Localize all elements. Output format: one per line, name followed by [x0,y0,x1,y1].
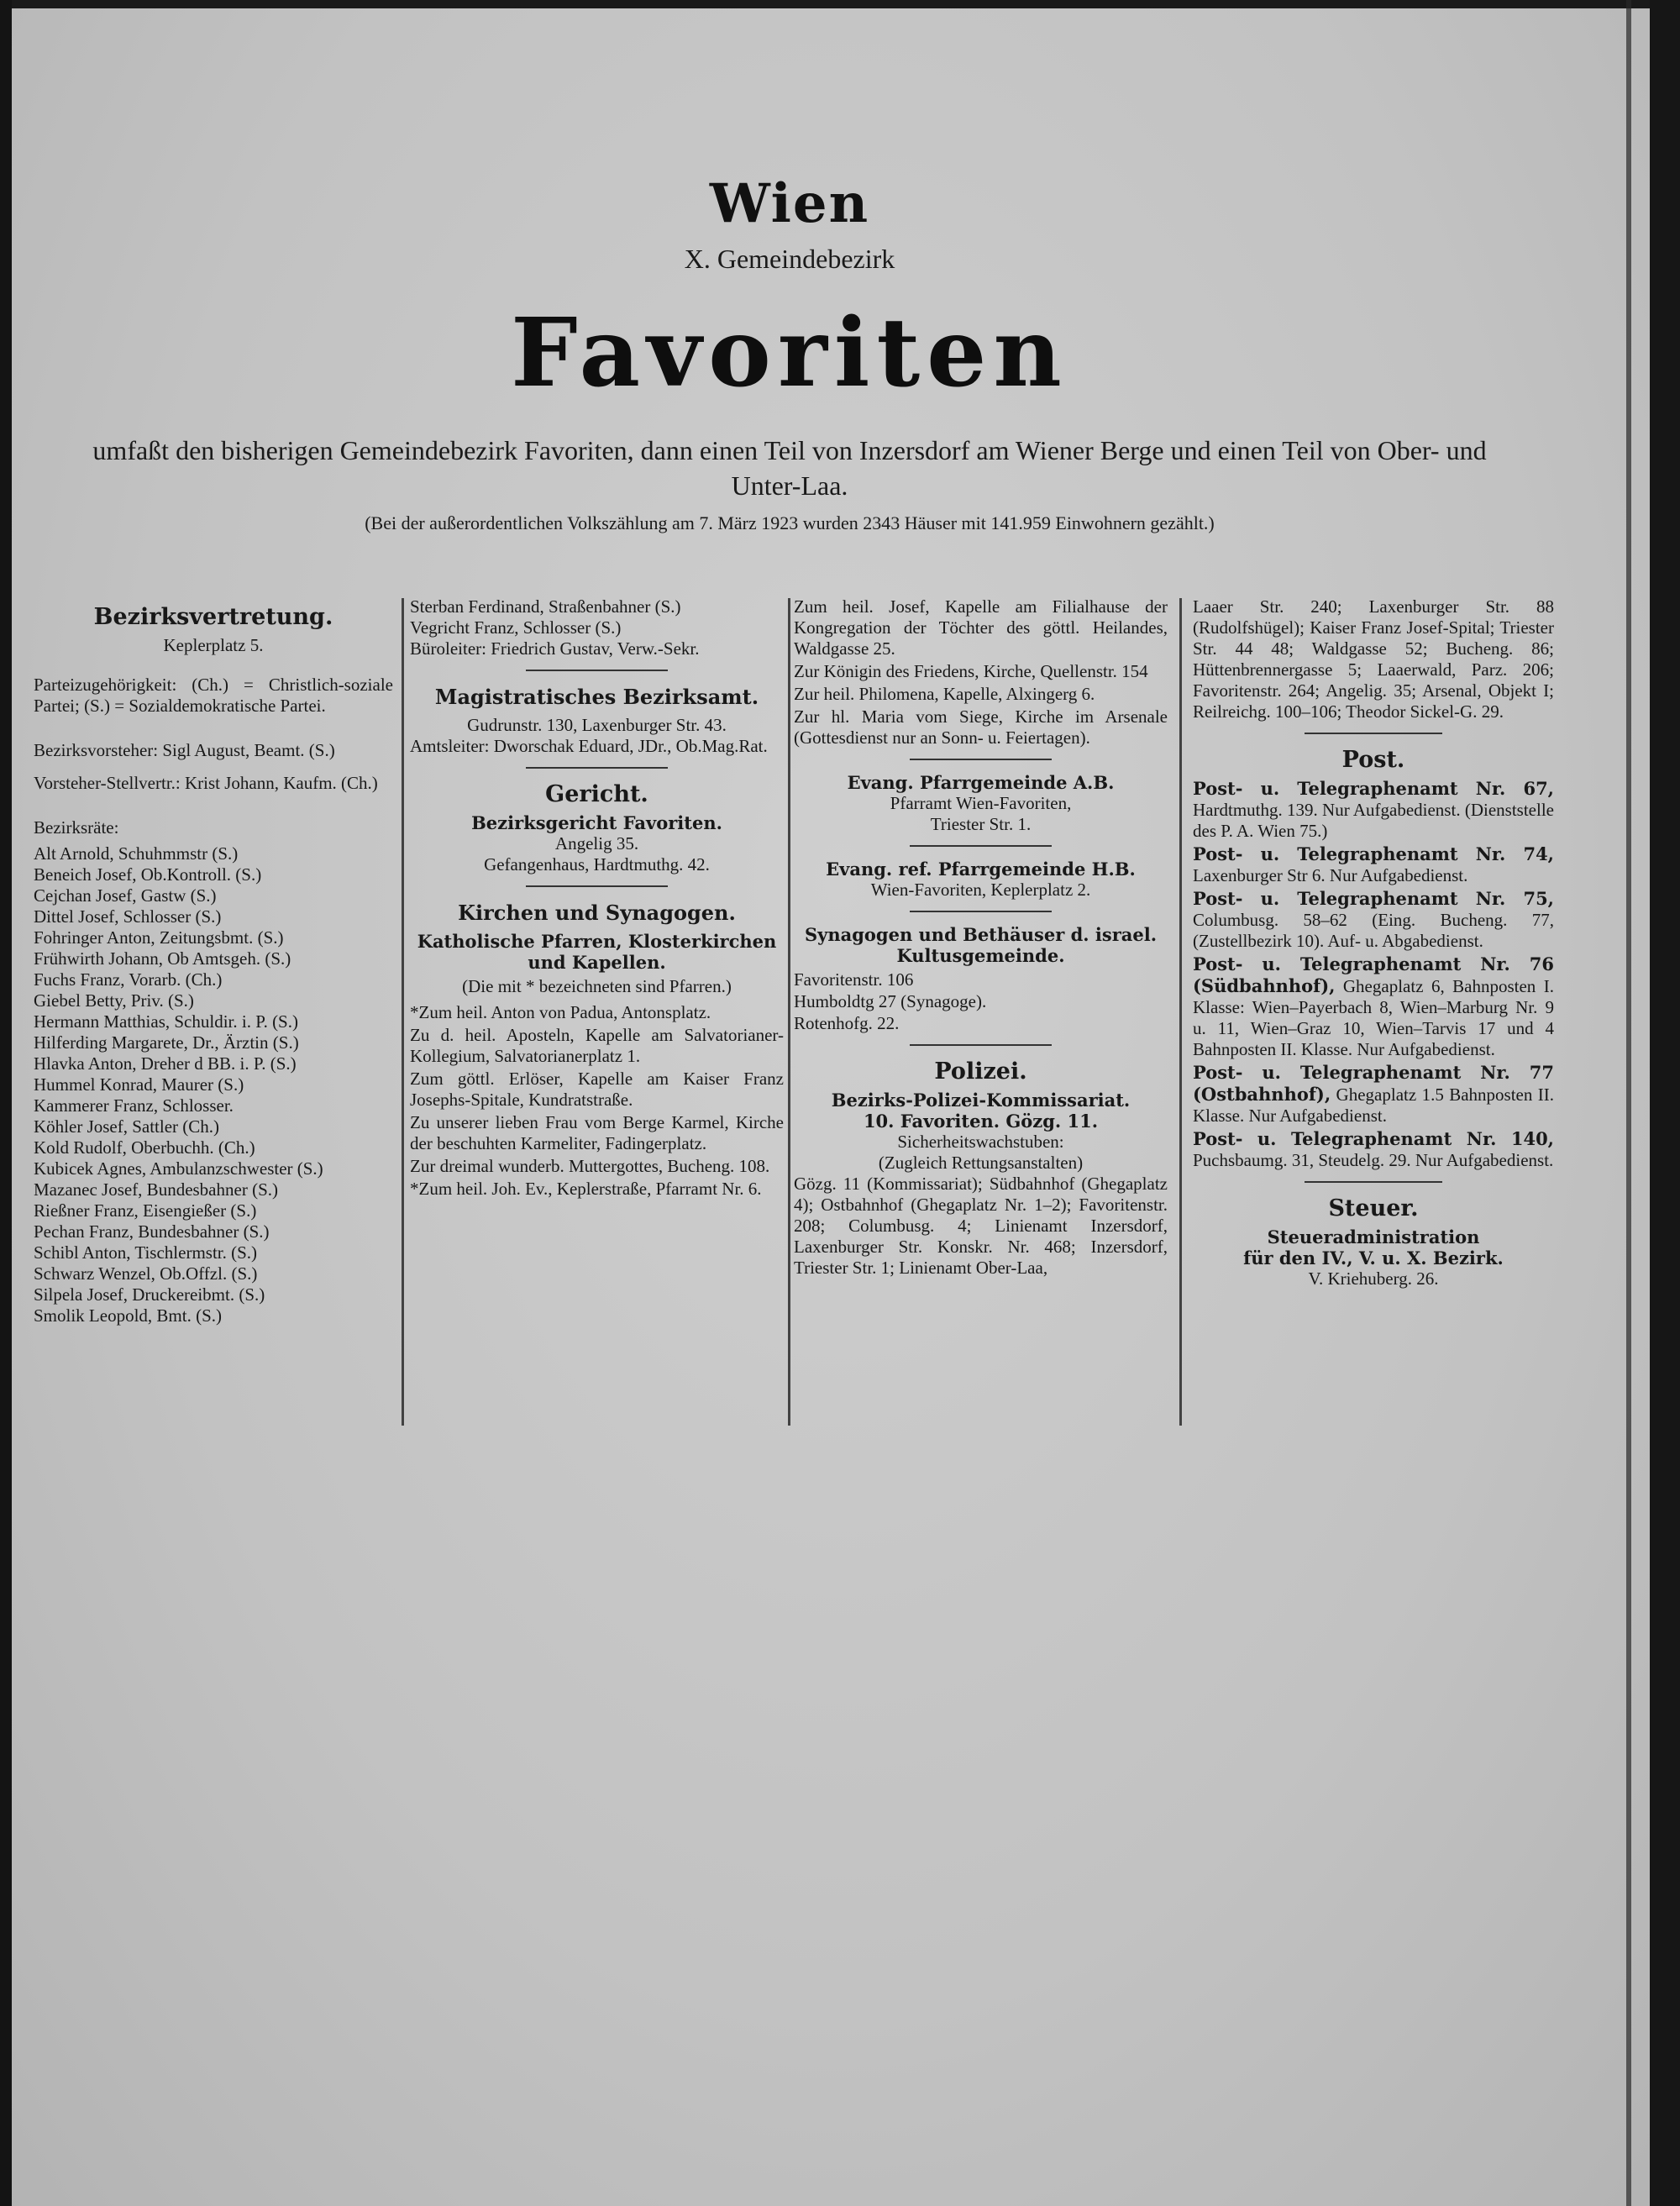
council-member: Giebel Betty, Priv. (S.) [34,990,194,1011]
police-stations-title: Sicherheitswachstuben: [897,1132,1064,1152]
magistrate-head: Amtsleiter: Dworschak Eduard, JDr., Ob.Mag.Rat. [410,736,768,756]
post-office-name: Post- u. Telegraphenamt Nr. 75, [1193,888,1554,909]
police-stations-continued: Laaer Str. 240; Laxenburger Str. 88 (Rudolfshügel); Kaiser Franz Josef-Spital; Triester Str. 44 48; Waldgasse 52; Bucheng. 86; Hüttenbrennergasse 5; Laaerwald, Parz. 206; Favoritenstr. 264; Angelig. 35; Arsenal, Objekt I; Reilreichg. 100–106; Theodor Sickel-G. 29. [1193,596,1554,722]
council-member: Hlavka Anton, Dreher d BB. i. P. (S.) [34,1053,297,1074]
parish-note: (Die mit * bezeichneten sind Pfarren.) [462,976,732,996]
church-entry: Zur heil. Philomena, Kapelle, Alxingerg 6. [794,684,1095,704]
section-divider [1305,1181,1441,1183]
post-office-name: Post- u. Telegraphenamt Nr. 140, [1193,1128,1554,1149]
council-member: Dittel Josef, Schlosser (S.) [34,906,222,927]
column-district-council [34,596,393,1326]
council-member-cont: Vegricht Franz, Schlosser (S.) [410,617,622,638]
scan-border-top [0,0,1680,8]
tax-administration-districts: für den IV., V. u. X. Bezirk. [1243,1247,1504,1268]
council-member: Schibl Anton, Tischlermstr. (S.) [34,1242,258,1263]
council-member: Schwarz Wenzel, Ob.Offzl. (S.) [34,1263,258,1284]
column-churches-police [794,596,1168,1280]
post-office-name: Post- u. Telegraphenamt Nr. 74, [1193,843,1554,864]
church-entry: Zur hl. Maria vom Siege, Kirche im Arsenale (Gottesdienst nur an Sonn- u. Feiertagen). [794,706,1168,748]
post-office-name: Post- u. Telegraphenamt Nr. 76 (Südbahnhof), [1193,953,1554,996]
post-office-entry [1193,1128,1554,1171]
office-head: Büroleiter: Friedrich Gustav, Verw.-Sekr. [410,638,700,659]
section-title-magistrate: Magistratisches Bezirksamt. [434,685,759,709]
section-title-district-council: Bezirksvertretung. [93,604,333,630]
council-member: Silpela Josef, Druckereibmt. (S.) [34,1284,265,1305]
post-office-entry [1193,888,1554,952]
magistrate-address: Gudrunstr. 130, Laxenburger Str. 43. [467,715,727,735]
evangelical-ab-line: Triester Str. 1. [930,814,1032,834]
police-commissariat-title: Bezirks-Polizei-Kommissariat. [831,1090,1131,1111]
district-deputy: Vorsteher-Stellvertr.: Krist Johann, Kaufm. (Ch.) [34,773,378,793]
church-entry: Zu unserer lieben Frau vom Berge Karmel, Kirche der beschuhten Karmeliter, Fadingerplatz. [410,1112,784,1153]
post-office-details: Laxenburger Str 6. Nur Aufgabedienst. [1193,865,1468,885]
column-divider-2 [788,598,790,1426]
section-divider [910,1044,1052,1046]
post-office-entry [1193,953,1554,1060]
synagogue-entry: Rotenhofg. 22. [794,1013,900,1033]
council-member: Hilferding Margarete, Dr., Ärztin (S.) [34,1032,299,1053]
council-member: Smolik Leopold, Bmt. (S.) [34,1305,223,1326]
council-member: Pechan Franz, Bundesbahner (S.) [34,1221,270,1242]
post-office-details: Columbusg. 58–62 (Eing. Bucheng. 77, (Zustellbezirk 10). Auf- u. Abgabedienst. [1193,910,1554,951]
court-name: Bezirksgericht Favoriten. [471,812,722,833]
council-member: Frühwirth Johann, Ob Amtsgeh. (S.) [34,948,291,969]
church-entry: *Zum heil. Joh. Ev., Keplerstraße, Pfarramt Nr. 6. [410,1179,762,1199]
column-offices-churches [410,596,784,1201]
catholic-churches-subtitle: Katholische Pfarren, Klosterkirchen und Kapellen. [417,931,777,973]
district-head: Bezirksvorsteher: Sigl August, Beamt. (S.) [34,740,335,760]
council-member: Kubicek Agnes, Ambulanzschwester (S.) [34,1158,323,1179]
section-divider [526,885,668,887]
church-entry: Zu d. heil. Aposteln, Kapelle am Salvatorianer-Kollegium, Salvatorianerplatz 1. [410,1025,784,1066]
section-divider [526,767,668,769]
police-stations-note: (Zugleich Rettungsanstalten) [878,1153,1084,1173]
synagogue-list [794,969,1168,1034]
page-title-city: Wien [709,172,870,235]
column-post-tax [1193,596,1554,1289]
council-member: Fohringer Anton, Zeitungsbmt. (S.) [34,927,284,948]
council-member: Hermann Matthias, Schuldir. i. P. (S.) [34,1011,298,1032]
post-office-name: Post- u. Telegraphenamt Nr. 77 (Ostbahnhof), [1193,1062,1554,1105]
council-member: Fuchs Franz, Vorarb. (Ch.) [34,969,223,990]
synagogue-entry: Favoritenstr. 106 [794,969,914,990]
church-list-continued [794,596,1168,748]
council-member: Köhler Josef, Sattler (Ch.) [34,1116,220,1137]
council-members-list [34,843,393,1326]
council-member: Mazanec Josef, Bundesbahner (S.) [34,1179,278,1200]
church-entry: Zur dreimal wunderb. Muttergottes, Bucheng. 108. [410,1156,770,1176]
scan-border-right-line [1626,0,1631,2206]
party-affiliation-note: Parteizugehörigkeit: (Ch.) = Christlich-soziale Partei; (S.) = Sozialdemokratische Partei. [34,675,393,716]
section-divider [1305,733,1441,734]
tax-administration-address: V. Kriehuberg. 26. [1308,1268,1439,1289]
police-commissariat-main: 10. Favoriten. Gözg. 11. [863,1111,1099,1132]
court-address: Angelig 35. [554,833,639,854]
post-office-name: Post- u. Telegraphenamt Nr. 67, [1193,778,1554,799]
church-entry: Zur Königin des Friedens, Kirche, Quellenstr. 154 [794,661,1148,681]
council-member: Cejchan Josef, Gastw (S.) [34,885,217,906]
post-office-list [1193,778,1554,1171]
post-office-details: Ghegaplatz 1.5 Bahnposten II. Klasse. Nur Aufgabedienst. [1193,1085,1555,1126]
census-note: (Bei der außerordentlichen Volkszählung am 7. März 1923 wurden 2343 Häuser mit 141.959 Einwohnern gezählt.) [365,512,1215,533]
section-title-tax: Steuer. [1328,1195,1419,1221]
evangelical-hb-title: Evang. ref. Pfarrgemeinde H.B. [826,859,1136,880]
council-member: Alt Arnold, Schuhmmstr (S.) [34,843,239,864]
post-office-details: Ghegaplatz 6, Bahnposten I. Klasse: Wien–Payerbach 8, Wien–Marburg Nr. 9 u. 11, Wien–Graz 10, Wien–Tarvis 17 und 4 Bahnposten II. Klasse. Nur Aufgabedienst. [1193,976,1554,1059]
council-member: Rießner Franz, Eisengießer (S.) [34,1200,257,1221]
synagogue-entry: Humboldtg 27 (Synagoge). [794,991,987,1011]
evangelical-ab-title: Evang. Pfarrgemeinde A.B. [847,772,1115,793]
column-divider-3 [1179,598,1182,1426]
section-divider [526,670,668,671]
scan-border-right [1650,0,1680,2206]
council-member-cont: Sterban Ferdinand, Straßenbahner (S.) [410,596,681,617]
tax-administration-title: Steueradministration [1267,1226,1480,1247]
column-divider-1 [402,598,404,1426]
council-members-title: Bezirksräte: [34,817,119,838]
evangelical-hb-line: Wien-Favoriten, Keplerplatz 2. [870,880,1091,900]
page-subtitle-district: X. Gemeindebezirk [684,244,895,274]
section-divider [910,759,1052,760]
district-description: umfaßt den bisherigen Gemeindebezirk Favoriten, dann einen Teil von Inzersdorf am Wiener Berge und einen Teil von Ober- und Unter-Laa. [92,435,1487,501]
church-entry: Zum göttl. Erlöser, Kapelle am Kaiser Franz Josephs-Spitale, Kundratstraße. [410,1069,784,1110]
section-divider [910,845,1052,847]
council-member: Kold Rudolf, Oberbuchh. (Ch.) [34,1137,255,1158]
post-office-details: Puchsbaumg. 31, Steudelg. 29. Nur Aufgabedienst. [1193,1150,1554,1170]
church-entry: *Zum heil. Anton von Padua, Antonsplatz. [410,1002,711,1022]
council-member: Kammerer Franz, Schlosser. [34,1095,234,1116]
council-member: Beneich Josef, Ob.Kontroll. (S.) [34,864,262,885]
court-prison: Gefangenhaus, Hardtmuthg. 42. [484,854,710,875]
police-stations-list: Gözg. 11 (Kommissariat); Südbahnhof (Ghegaplatz 4); Ostbahnhof (Ghegaplatz Nr. 1–2); Favoritenstr. 208; Columbusg. 4; Linienamt Inzersdorf, Laxenburger Str. Konskr. Nr. 468; Inzersdorf, Triester Str. 1; Linienamt Ober-Laa, [794,1174,1168,1278]
post-office-entry [1193,843,1554,886]
post-office-entry [1193,778,1554,842]
section-title-police: Polizei. [934,1058,1027,1085]
section-title-churches: Kirchen und Synagogen. [458,901,736,925]
council-member: Hummel Konrad, Maurer (S.) [34,1074,244,1095]
post-office-details: Hardtmuthg. 139. Nur Aufgabedienst. (Dienststelle des P. A. Wien 75.) [1193,800,1554,841]
post-office-entry [1193,1062,1554,1127]
page-title-district-name: Favoriten [511,298,1068,408]
section-title-post: Post. [1341,747,1405,773]
church-list [410,1002,784,1200]
evangelical-ab-line: Pfarramt Wien-Favoriten, [890,793,1072,813]
church-entry: Zum heil. Josef, Kapelle am Filialhause der Kongregation der Töchter des göttl. Heilandes, Waldgasse 25. [794,596,1168,659]
section-divider [910,911,1052,912]
council-address: Keplerplatz 5. [163,635,264,655]
section-title-court: Gericht. [545,781,648,807]
synagogue-title: Synagogen und Bethäuser d. israel. Kultusgemeinde. [804,924,1158,966]
